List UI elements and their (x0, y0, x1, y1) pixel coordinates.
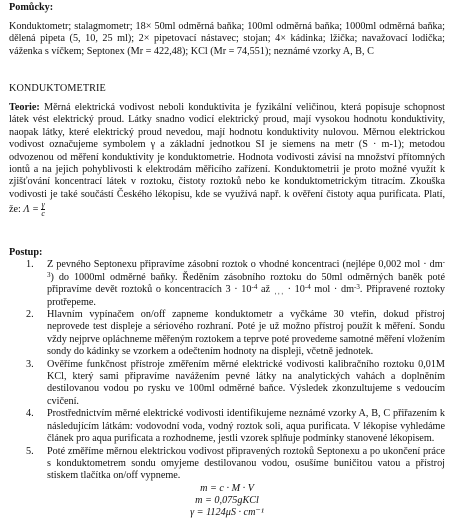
step-sup: -3 (47, 258, 445, 279)
step-text: Hlavním vypínačem on/off zapneme konduktometr a vyčkáme 30 vteřin, dokud přístroj neprovede test displeje a sériového rozhraní. Poté je už možno přístroj použít k měření. Sondu vždy nejprve opláchneme měřeným roztokem a teprve poté provedeme samotné měření vložením sondy do kádinky se vzorkem a odečtením hodnoty na displeji, včetně jednotek. (47, 309, 445, 358)
step-text: Ověříme funkčnost přístroje změřením měrné elektrické vodivosti kalibračního roztoku 0,01M KCl, který sami připravíme navážením pevné látky na analytických vahách a doplněním destilovanou vodou po rysku ve 100ml odměrné baňce. Výsledek zkonzultujeme s vedoucím cvičení. (47, 358, 445, 407)
procedure-step (9, 359, 445, 409)
step-number: 5. (26, 445, 34, 457)
procedure-section (9, 247, 445, 519)
procedure-list (9, 259, 445, 482)
equipment-section (9, 2, 445, 14)
section-title: KONDUKTOMETRIE (9, 83, 106, 94)
fraction-numerator: γ (41, 200, 45, 210)
step-number: 4. (26, 408, 34, 420)
equipment-heading: Pomůcky: (9, 2, 54, 13)
equipment-list (9, 21, 445, 58)
step-text-c: až (257, 284, 274, 296)
formula-mass: m = c · M · V (200, 482, 254, 494)
step-text-d: · 10 (283, 284, 305, 296)
step-sup: -3 (354, 283, 360, 292)
procedure-step (9, 408, 445, 445)
theory-section (9, 102, 445, 218)
procedure-step (9, 259, 445, 309)
step-text-e: mol · dm (310, 284, 355, 296)
procedure-step (9, 446, 445, 483)
step-text-a: Z pevného Septonexu připravíme zásobní roztok o vhodné koncentraci (nejlépe 0,002 mol · dm (47, 259, 443, 271)
step-text: Prostřednictvím měrné elektrické vodivosti identifikujeme neznámé vzorky A, B, C přiřazením k následujícím látkám: vodovodní voda, vodný roztok soli, aqua purificata. V lékopise vyhledáme článek pro aqua purificata a rozhodneme, jestli vzorek splňuje podmínky stanovené lékopisem. (47, 408, 445, 445)
theory-text: Měrná elektrická vodivost neboli konduktivita je fyzikální veličinou, která popisuje schopnost látek vést elektrický proud. Látky snadno vodicí elektrický proud, mají vysokou hodnotu konduktivity, naopak látky, které elektrický proud nevedou, mají hodnotu konduktivity nulovou. Měrnou elektrickou vodivost označujeme symbolem γ a základní jednotkou SI je siemens na metr (S · m-1); metodou odvozenou od měření konduktivity je konduktometrie. Hodnota vodivosti závisí na množství přítomných iontů a na jejich pohyblivosti k elektrodám měřicího zařízení. Konduktometrii je proto možné využít k zjišťování koncentrací látek v roztoku, čistoty roztoků nebo ke konduktometrickým titracím. Zkouška vodivosti je také součástí Českého lékopisu, kde se využívá např. k ověření čistoty aqua purificata. Platí, že: (9, 102, 446, 216)
theory-label: Teorie: (9, 102, 40, 113)
step-sup: -4 (251, 283, 258, 292)
formula-lambda: Λ = (23, 204, 39, 216)
step-number: 2. (26, 309, 34, 321)
step-text: Poté změříme měrnou elektrickou vodivost připravených roztoků Septonexu a po ukončení práce s konduktometrem sondu omyjeme destilovanou vodou, osušíme buničitou vatou a přístroj stiskem tlačítka on/off vypneme. (47, 445, 445, 482)
formula-mass-value: m = 0,075gKCl (195, 494, 259, 506)
fraction-denominator: c (41, 209, 45, 219)
formula-fraction (41, 201, 45, 218)
procedure-step (9, 309, 445, 359)
step-illegible: ˌˌˌ (273, 284, 284, 296)
step-text-b: ) do 1000ml odměrné baňky. Ředěním zásobního roztoku do 50ml odměrných baněk poté připravíme devět roztoků o koncentracích 3 · 10 (47, 271, 445, 296)
step-sup: -4 (304, 283, 311, 292)
formula-block (9, 483, 445, 519)
formula-conductivity: γ = 1124μS · cm⁻¹ (190, 506, 264, 518)
equipment-text: Konduktometr; stalagmometr; 18× 50ml odměrná baňka; 100ml odměrná baňka; 1000ml odměrná baňka; dělená pipeta (5, 10, 25 ml); 2× pipetovací nástavec; stojan; 4× kádinka; lžička; navažovací lodička; váženka s víčkem; Septonex (Mr = 422,48); KCl (Mr = 74,551); neznámé vzorky A, B, C (9, 21, 445, 57)
step-number: 1. (26, 259, 34, 271)
procedure-heading: Postup: (9, 247, 43, 258)
step-text-f: . Připravené roztoky protřepeme. (47, 284, 446, 308)
step-number: 3. (26, 358, 34, 370)
